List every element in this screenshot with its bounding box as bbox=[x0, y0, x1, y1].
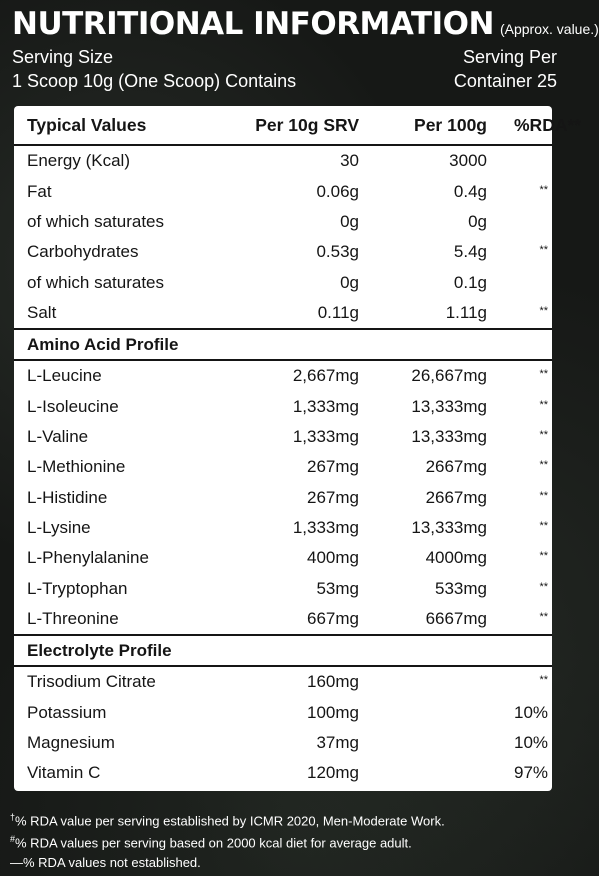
rda-value bbox=[501, 604, 552, 635]
nutrient-name: Carbohydrates bbox=[27, 242, 139, 262]
rda-value bbox=[501, 482, 552, 512]
table-row bbox=[14, 698, 552, 728]
nutrient-name: L-Threonine bbox=[27, 608, 119, 628]
nutrient-name: L-Histidine bbox=[27, 487, 108, 507]
serving-info bbox=[12, 45, 557, 93]
rda-marker: ** bbox=[539, 459, 548, 472]
per-100g-value: 0.1g bbox=[453, 272, 487, 292]
rda-marker: ** bbox=[539, 580, 548, 593]
nutrient-name: Trisodium Citrate bbox=[27, 672, 156, 692]
per-serving-value: 100mg bbox=[307, 702, 359, 722]
per-serving-value: 0.11g bbox=[317, 302, 359, 322]
per-100g-value: 13,333mg bbox=[411, 517, 487, 537]
nutrient-name: Magnesium bbox=[27, 733, 115, 753]
approx-note: (Approx. value.) bbox=[499, 21, 599, 37]
per-100g-value: 26,667mg bbox=[411, 366, 487, 386]
per-serving-value: 1,333mg bbox=[292, 517, 359, 537]
per-serving-value: 30 bbox=[340, 151, 359, 171]
per-100g-value: 1.11g bbox=[445, 302, 487, 322]
per-100g-value: 0g bbox=[468, 211, 487, 231]
rda-value bbox=[501, 176, 552, 206]
per-100g-value: 533mg bbox=[435, 578, 487, 598]
table-row bbox=[14, 145, 552, 176]
nutrient-name: L-Leucine bbox=[27, 366, 102, 386]
per-100g-value: 13,333mg bbox=[411, 396, 487, 416]
table-row bbox=[14, 237, 552, 267]
per-100g-value: 2667mg bbox=[425, 487, 487, 507]
rda-value bbox=[501, 452, 552, 482]
table-row bbox=[14, 452, 552, 482]
rda-marker: ** bbox=[539, 304, 548, 317]
per-serving-value: 0.06g bbox=[316, 181, 359, 201]
amino-acid-section-title: Amino Acid Profile bbox=[14, 329, 552, 360]
table-row bbox=[14, 728, 552, 758]
nutrient-name: Salt bbox=[27, 302, 57, 322]
table-row bbox=[14, 391, 552, 421]
nutrition-table-panel bbox=[14, 106, 582, 791]
rda-value bbox=[501, 298, 552, 329]
nutrient-name: Vitamin C bbox=[27, 763, 101, 783]
footnote-icmr: †% RDA value per serving established by ICMR 2020, Men-Moderate Work. bbox=[10, 812, 445, 829]
rda-value bbox=[501, 422, 552, 452]
footnote-kcal: #% RDA values per serving based on 2000 kcal diet for average adult. bbox=[10, 834, 412, 851]
per-serving-value: 2,667mg bbox=[292, 366, 359, 386]
per-100g-value bbox=[373, 728, 501, 758]
header bbox=[12, 4, 599, 93]
table-row bbox=[14, 543, 552, 573]
table-row bbox=[14, 666, 552, 697]
nutrition-table bbox=[14, 106, 582, 789]
rda-value bbox=[501, 513, 552, 543]
per-100g-value: 6667mg bbox=[425, 608, 487, 628]
nutrient-name: L-Lysine bbox=[27, 517, 91, 537]
table-row bbox=[14, 604, 552, 635]
servings-per-value: Container 25 bbox=[453, 71, 557, 91]
table-body bbox=[14, 145, 552, 789]
rda-value bbox=[501, 391, 552, 421]
rda-value bbox=[501, 543, 552, 573]
rda-value bbox=[501, 267, 552, 297]
nutrient-name: Energy (Kcal) bbox=[27, 151, 130, 171]
rda-marker: ** bbox=[539, 428, 548, 441]
amino-acid-section bbox=[14, 329, 552, 360]
nutrient-name: of which saturates bbox=[27, 211, 165, 231]
rda-marker: ** bbox=[539, 244, 548, 257]
per-100g-value bbox=[373, 698, 501, 728]
rda-marker: ** bbox=[539, 674, 548, 687]
nutrient-name: Potassium bbox=[27, 702, 107, 722]
column-header-per-serving: Per 10g SRV bbox=[201, 106, 373, 145]
nutrient-name: of which saturates bbox=[27, 272, 165, 292]
rda-marker: ** bbox=[539, 368, 548, 381]
rda-value bbox=[501, 207, 552, 237]
rda-marker: ** bbox=[539, 489, 548, 502]
rda-marker: ** bbox=[539, 398, 548, 411]
table-row bbox=[14, 207, 552, 237]
nutrient-name: L-Valine bbox=[27, 426, 89, 446]
nutrient-name: L-Isoleucine bbox=[27, 396, 119, 416]
per-100g-value bbox=[373, 758, 501, 788]
table-row bbox=[14, 298, 552, 329]
per-serving-value: 0g bbox=[340, 272, 359, 292]
column-header-per-100g: Per 100g bbox=[373, 106, 501, 145]
rda-marker: ** bbox=[539, 550, 548, 563]
column-header-rda: %RDA** bbox=[501, 106, 552, 145]
per-100g-value: 3000 bbox=[449, 151, 487, 171]
per-100g-value: 13,333mg bbox=[411, 426, 487, 446]
table-header-row bbox=[14, 106, 552, 145]
per-serving-value: 400mg bbox=[307, 548, 359, 568]
per-serving-value: 1,333mg bbox=[292, 426, 359, 446]
table-row bbox=[14, 176, 552, 206]
servings-per-container bbox=[454, 45, 557, 93]
per-serving-value: 0g bbox=[340, 211, 359, 231]
table-row bbox=[14, 513, 552, 543]
column-header-typical: Typical Values bbox=[14, 106, 201, 145]
table-row bbox=[14, 267, 552, 297]
footnote-not-established: —% RDA values not established. bbox=[10, 854, 201, 870]
footnotes bbox=[10, 808, 560, 872]
table-row bbox=[14, 482, 552, 512]
table-row bbox=[14, 422, 552, 452]
nutrient-name: Fat bbox=[27, 181, 52, 201]
per-100g-value: 0.4g bbox=[453, 181, 487, 201]
rda-marker: ** bbox=[539, 183, 548, 196]
electrolyte-section-title: Electrolyte Profile bbox=[14, 635, 552, 666]
per-serving-value: 1,333mg bbox=[292, 396, 359, 416]
servings-per-label: Serving Per bbox=[462, 47, 557, 67]
page-title: NUTRITIONAL INFORMATION bbox=[12, 6, 494, 42]
serving-size-value: 1 Scoop 10g (One Scoop) Contains bbox=[12, 71, 297, 91]
per-serving-value: 120mg bbox=[307, 763, 359, 783]
per-serving-value: 37mg bbox=[316, 733, 359, 753]
rda-value bbox=[501, 573, 552, 603]
nutrient-name: L-Methionine bbox=[27, 457, 126, 477]
table-row bbox=[14, 758, 552, 788]
rda-value bbox=[501, 360, 552, 391]
table-row bbox=[14, 573, 552, 603]
rda-marker: ** bbox=[539, 519, 548, 532]
table-row bbox=[14, 360, 552, 391]
per-serving-value: 53mg bbox=[316, 578, 359, 598]
rda-marker: ** bbox=[539, 610, 548, 623]
rda-value bbox=[501, 145, 552, 176]
per-100g-value: 5.4g bbox=[453, 242, 487, 262]
rda-value: 97% bbox=[514, 763, 549, 783]
rda-value bbox=[501, 237, 552, 267]
per-serving-value: 267mg bbox=[307, 457, 359, 477]
per-100g-value: 2667mg bbox=[425, 457, 487, 477]
nutrient-name: L-Phenylalanine bbox=[27, 548, 149, 568]
per-serving-value: 0.53g bbox=[316, 242, 359, 262]
title-row bbox=[12, 4, 599, 44]
per-100g-value bbox=[373, 666, 501, 697]
rda-value: 10% bbox=[514, 733, 549, 753]
nutrient-name: L-Tryptophan bbox=[27, 578, 128, 598]
per-serving-value: 160mg bbox=[307, 672, 359, 692]
per-serving-value: 667mg bbox=[307, 608, 359, 628]
per-serving-value: 267mg bbox=[307, 487, 359, 507]
per-100g-value: 4000mg bbox=[425, 548, 487, 568]
rda-value: 10% bbox=[514, 702, 549, 722]
serving-size-label: Serving Size bbox=[12, 47, 114, 67]
rda-value bbox=[501, 666, 552, 697]
serving-size bbox=[12, 45, 296, 93]
electrolyte-section bbox=[14, 635, 552, 666]
